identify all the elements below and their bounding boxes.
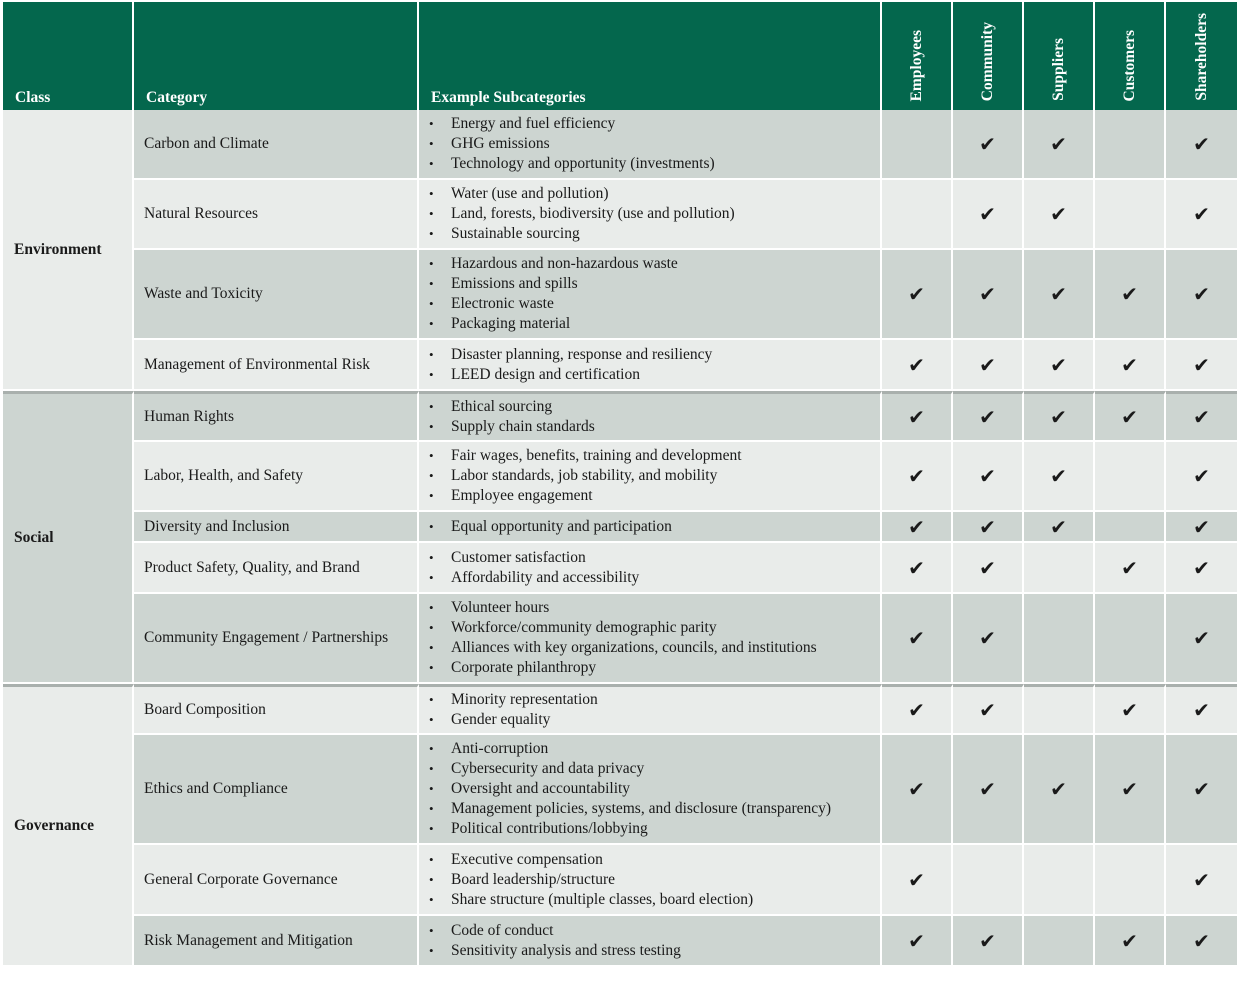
header-employees: Employees: [882, 2, 953, 110]
category-cell: Diversity and Inclusion: [134, 512, 419, 543]
category-cell: General Corporate Governance: [134, 845, 419, 916]
subcategory-item: • GHG emissions: [429, 134, 876, 154]
subcategory-item: • Labor standards, job stability, and mobility: [429, 466, 876, 486]
check-icon: ✔: [1050, 352, 1067, 377]
subcategory-item: • Fair wages, benefits, training and development: [429, 446, 876, 466]
check-cell-suppliers: [1024, 512, 1095, 543]
check-icon: ✔: [979, 202, 996, 226]
subcategory-item: • Minority representation: [429, 690, 876, 710]
subcategory-item: • Cybersecurity and data privacy: [429, 759, 876, 779]
check-cell-community: [953, 180, 1024, 250]
header-row: [3, 2, 1237, 110]
subcategories-cell: [419, 442, 882, 512]
check-icon: ✔: [979, 514, 996, 539]
check-icon: ✔: [908, 464, 925, 488]
check-icon: ✔: [908, 928, 925, 953]
check-icon: ✔: [1193, 132, 1210, 156]
check-cell-customers: [1095, 916, 1166, 967]
category-cell: Risk Management and Mitigation: [134, 916, 419, 967]
header-subcategories: Example Subcategories: [419, 2, 882, 110]
check-cell-customers: [1095, 845, 1166, 916]
check-icon: ✔: [1193, 626, 1210, 650]
table-row: [3, 543, 1237, 594]
check-icon: ✔: [1050, 132, 1067, 156]
subcategories-cell: [419, 512, 882, 543]
subcategory-item: • Equal opportunity and participation: [429, 517, 876, 537]
category-cell: Labor, Health, and Safety: [134, 442, 419, 512]
subcategory-item: • Volunteer hours: [429, 598, 876, 618]
check-cell-customers: [1095, 110, 1166, 180]
check-cell-community: [953, 684, 1024, 735]
check-cell-employees: [882, 391, 953, 442]
check-icon: ✔: [1193, 928, 1210, 953]
subcategory-item: • Land, forests, biodiversity (use and pollution): [429, 204, 876, 224]
subcategory-list: [429, 345, 876, 385]
class-cell: Social: [3, 391, 134, 684]
subcategory-item: • Code of conduct: [429, 921, 876, 941]
subcategory-item: • Share structure (multiple classes, board election): [429, 890, 876, 910]
check-icon: ✔: [979, 352, 996, 377]
check-icon: ✔: [1050, 202, 1067, 226]
subcategory-list: [429, 850, 876, 910]
check-cell-employees: [882, 250, 953, 340]
subcategory-item: • Alliances with key organizations, councils, and institutions: [429, 638, 876, 658]
check-icon: ✔: [979, 698, 996, 722]
check-cell-suppliers: [1024, 594, 1095, 684]
check-cell-customers: [1095, 684, 1166, 735]
subcategories-cell: [419, 594, 882, 684]
check-icon: ✔: [1050, 405, 1067, 429]
subcategory-item: • Political contributions/lobbying: [429, 819, 876, 839]
subcategory-item: • Affordability and accessibility: [429, 568, 876, 588]
check-cell-shareholders: [1166, 735, 1237, 845]
subcategory-item: • Oversight and accountability: [429, 779, 876, 799]
check-cell-customers: [1095, 442, 1166, 512]
check-icon: ✔: [908, 626, 925, 650]
check-cell-suppliers: [1024, 250, 1095, 340]
check-cell-shareholders: [1166, 543, 1237, 594]
check-cell-employees: [882, 340, 953, 391]
check-cell-shareholders: [1166, 391, 1237, 442]
subcategory-list: [429, 184, 876, 244]
check-icon: ✔: [908, 698, 925, 722]
check-cell-employees: [882, 442, 953, 512]
table-row: [3, 735, 1237, 845]
subcategory-item: • Ethical sourcing: [429, 397, 876, 417]
table-row: [3, 110, 1237, 180]
check-cell-shareholders: [1166, 594, 1237, 684]
check-cell-customers: [1095, 735, 1166, 845]
category-cell: Management of Environmental Risk: [134, 340, 419, 391]
subcategory-item: • Anti-corruption: [429, 739, 876, 759]
check-icon: ✔: [979, 464, 996, 488]
check-icon: ✔: [1121, 282, 1138, 306]
check-cell-community: [953, 250, 1024, 340]
check-icon: ✔: [908, 514, 925, 539]
check-cell-employees: [882, 512, 953, 543]
table-row: [3, 916, 1237, 967]
subcategory-list: [429, 548, 876, 588]
check-icon: ✔: [979, 777, 996, 801]
subcategory-item: • Electronic waste: [429, 294, 876, 314]
category-cell: Board Composition: [134, 684, 419, 735]
check-icon: ✔: [1193, 352, 1210, 377]
check-cell-employees: [882, 845, 953, 916]
subcategory-item: • Water (use and pollution): [429, 184, 876, 204]
subcategory-item: • Gender equality: [429, 710, 876, 730]
esg-materiality-table: [3, 2, 1237, 967]
subcategory-list: [429, 598, 876, 678]
subcategories-cell: [419, 735, 882, 845]
subcategories-cell: [419, 180, 882, 250]
check-icon: ✔: [979, 555, 996, 580]
check-cell-employees: [882, 684, 953, 735]
table-row: [3, 180, 1237, 250]
check-icon: ✔: [979, 282, 996, 306]
check-cell-shareholders: [1166, 250, 1237, 340]
check-icon: ✔: [1050, 514, 1067, 539]
category-cell: Community Engagement / Partnerships: [134, 594, 419, 684]
check-cell-shareholders: [1166, 684, 1237, 735]
check-cell-shareholders: [1166, 110, 1237, 180]
check-cell-shareholders: [1166, 512, 1237, 543]
subcategories-cell: [419, 916, 882, 967]
subcategory-item: • Sensitivity analysis and stress testing: [429, 941, 876, 961]
check-cell-customers: [1095, 512, 1166, 543]
check-icon: ✔: [1193, 777, 1210, 801]
check-icon: ✔: [1050, 777, 1067, 801]
check-cell-customers: [1095, 391, 1166, 442]
check-icon: ✔: [908, 352, 925, 377]
check-cell-customers: [1095, 594, 1166, 684]
subcategory-item: • Sustainable sourcing: [429, 224, 876, 244]
check-cell-employees: [882, 543, 953, 594]
table-row: [3, 594, 1237, 684]
check-cell-suppliers: [1024, 442, 1095, 512]
check-icon: ✔: [979, 928, 996, 953]
check-cell-community: [953, 512, 1024, 543]
subcategory-item: • Disaster planning, response and resiliency: [429, 345, 876, 365]
check-cell-shareholders: [1166, 916, 1237, 967]
class-cell: Governance: [3, 684, 134, 967]
check-cell-community: [953, 110, 1024, 180]
check-cell-shareholders: [1166, 340, 1237, 391]
subcategory-item: • Corporate philanthropy: [429, 658, 876, 678]
subcategory-list: [429, 739, 876, 839]
subcategory-item: • Emissions and spills: [429, 274, 876, 294]
check-cell-suppliers: [1024, 684, 1095, 735]
check-icon: ✔: [1121, 405, 1138, 429]
check-icon: ✔: [908, 405, 925, 429]
subcategories-cell: [419, 845, 882, 916]
subcategory-item: • Supply chain standards: [429, 417, 876, 437]
check-cell-suppliers: [1024, 391, 1095, 442]
subcategory-item: • Technology and opportunity (investments): [429, 154, 876, 174]
category-cell: Carbon and Climate: [134, 110, 419, 180]
subcategory-item: • Hazardous and non-hazardous waste: [429, 254, 876, 274]
check-cell-employees: [882, 110, 953, 180]
check-cell-suppliers: [1024, 110, 1095, 180]
check-cell-employees: [882, 594, 953, 684]
check-icon: ✔: [1193, 464, 1210, 488]
subcategory-item: • Executive compensation: [429, 850, 876, 870]
check-icon: ✔: [908, 867, 925, 892]
subcategory-list: [429, 921, 876, 961]
subcategory-list: [429, 254, 876, 334]
subcategories-cell: [419, 543, 882, 594]
table-row: [3, 684, 1237, 735]
check-cell-employees: [882, 735, 953, 845]
check-cell-community: [953, 543, 1024, 594]
subcategories-cell: [419, 110, 882, 180]
subcategory-list: [429, 446, 876, 506]
check-icon: ✔: [908, 777, 925, 801]
category-cell: Natural Resources: [134, 180, 419, 250]
check-icon: ✔: [1193, 202, 1210, 226]
check-cell-suppliers: [1024, 845, 1095, 916]
category-cell: Human Rights: [134, 391, 419, 442]
subcategory-item: • Packaging material: [429, 314, 876, 334]
subcategory-item: • Customer satisfaction: [429, 548, 876, 568]
check-cell-suppliers: [1024, 735, 1095, 845]
category-cell: Ethics and Compliance: [134, 735, 419, 845]
check-icon: ✔: [979, 132, 996, 156]
check-icon: ✔: [1121, 928, 1138, 953]
check-cell-community: [953, 735, 1024, 845]
check-cell-employees: [882, 916, 953, 967]
check-icon: ✔: [1193, 698, 1210, 722]
header-category: Category: [134, 2, 419, 110]
check-icon: ✔: [979, 626, 996, 650]
check-icon: ✔: [979, 405, 996, 429]
check-icon: ✔: [1193, 282, 1210, 306]
check-icon: ✔: [1193, 405, 1210, 429]
table-row: [3, 442, 1237, 512]
check-cell-shareholders: [1166, 845, 1237, 916]
check-cell-suppliers: [1024, 340, 1095, 391]
check-icon: ✔: [1193, 555, 1210, 580]
header-community: Community: [953, 2, 1024, 110]
check-icon: ✔: [1121, 555, 1138, 580]
check-icon: ✔: [908, 282, 925, 306]
check-cell-community: [953, 340, 1024, 391]
header-class: Class: [3, 2, 134, 110]
check-cell-community: [953, 391, 1024, 442]
check-cell-community: [953, 442, 1024, 512]
subcategories-cell: [419, 684, 882, 735]
check-cell-shareholders: [1166, 442, 1237, 512]
check-icon: ✔: [1193, 514, 1210, 539]
check-cell-community: [953, 845, 1024, 916]
check-cell-community: [953, 916, 1024, 967]
subcategories-cell: [419, 391, 882, 442]
table-row: [3, 512, 1237, 543]
subcategory-item: • Employee engagement: [429, 486, 876, 506]
subcategory-list: [429, 517, 876, 537]
table-body: [3, 110, 1237, 967]
subcategories-cell: [419, 340, 882, 391]
check-icon: ✔: [1121, 777, 1138, 801]
subcategory-item: • LEED design and certification: [429, 365, 876, 385]
check-cell-customers: [1095, 180, 1166, 250]
check-icon: ✔: [1193, 867, 1210, 892]
category-cell: Waste and Toxicity: [134, 250, 419, 340]
subcategory-item: • Board leadership/structure: [429, 870, 876, 890]
check-cell-suppliers: [1024, 916, 1095, 967]
subcategory-item: • Workforce/community demographic parity: [429, 618, 876, 638]
header-shareholders: Shareholders: [1166, 2, 1237, 110]
subcategory-item: • Management policies, systems, and disclosure (transparency): [429, 799, 876, 819]
table-row: [3, 391, 1237, 442]
check-icon: ✔: [1121, 698, 1138, 722]
subcategory-list: [429, 114, 876, 174]
check-cell-suppliers: [1024, 543, 1095, 594]
check-cell-employees: [882, 180, 953, 250]
table-row: [3, 845, 1237, 916]
subcategory-list: [429, 397, 876, 437]
subcategory-list: [429, 690, 876, 730]
table-row: [3, 340, 1237, 391]
check-icon: ✔: [908, 555, 925, 580]
header-suppliers: Suppliers: [1024, 2, 1095, 110]
check-cell-customers: [1095, 543, 1166, 594]
check-icon: ✔: [1121, 352, 1138, 377]
check-cell-customers: [1095, 250, 1166, 340]
check-icon: ✔: [1050, 282, 1067, 306]
check-cell-customers: [1095, 340, 1166, 391]
check-cell-suppliers: [1024, 180, 1095, 250]
subcategory-item: • Energy and fuel efficiency: [429, 114, 876, 134]
category-cell: Product Safety, Quality, and Brand: [134, 543, 419, 594]
class-cell: Environment: [3, 110, 134, 391]
header-customers: Customers: [1095, 2, 1166, 110]
check-cell-community: [953, 594, 1024, 684]
table-row: [3, 250, 1237, 340]
check-cell-shareholders: [1166, 180, 1237, 250]
subcategories-cell: [419, 250, 882, 340]
check-icon: ✔: [1050, 464, 1067, 488]
